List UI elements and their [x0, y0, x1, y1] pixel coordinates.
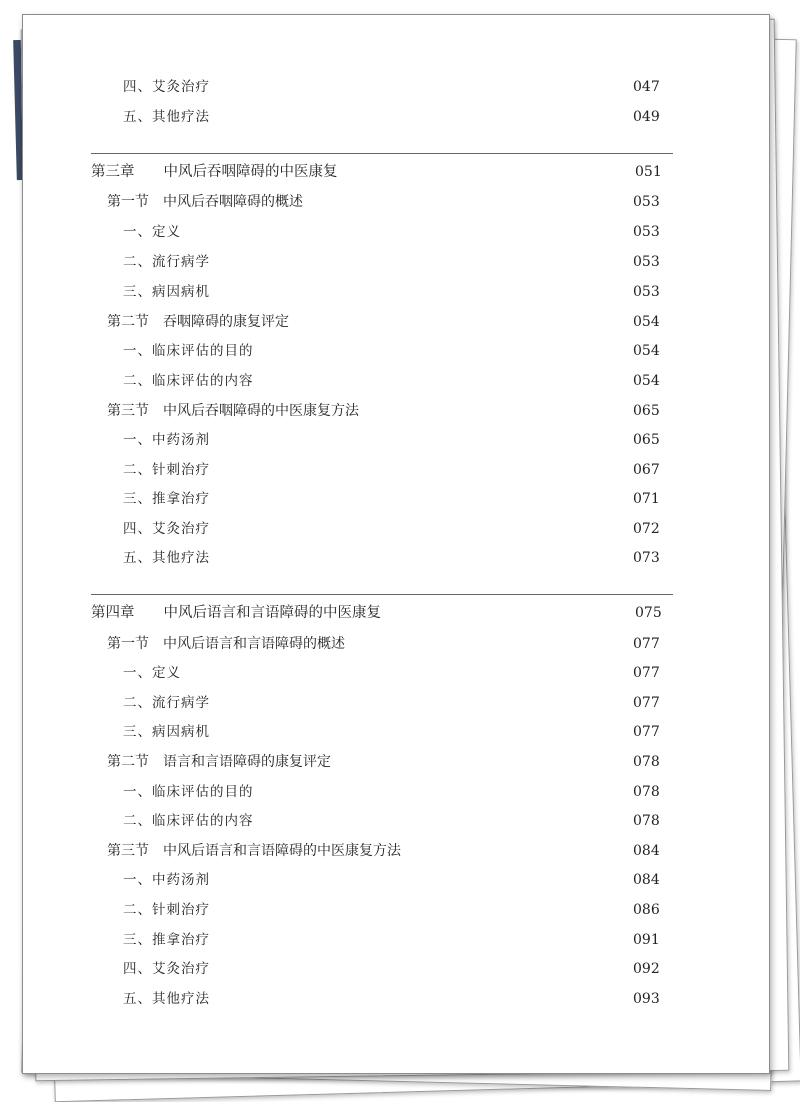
toc-chapter-label: 第三章 中风后吞咽障碍的中医康复: [91, 164, 338, 180]
toc-item[interactable]: [23, 691, 769, 715]
toc-page-number: 075: [635, 605, 662, 621]
toc-item-label: 一、定义: [123, 665, 181, 681]
toc-item[interactable]: [23, 250, 769, 274]
toc-section[interactable]: [23, 750, 769, 774]
toc-item-label: 三、病因病机: [123, 284, 210, 300]
toc-item-label: 二、流行病学: [123, 254, 210, 270]
toc-page-number: 071: [633, 491, 660, 507]
toc-item-label: 一、中药汤剂: [123, 432, 210, 448]
toc-page-number: 051: [635, 164, 662, 180]
toc-item[interactable]: [23, 339, 769, 363]
toc-item[interactable]: [23, 280, 769, 304]
toc-page-number: 077: [633, 665, 660, 681]
toc-page-number: 054: [633, 373, 660, 389]
toc-section-label: 第三节 中风后吞咽障碍的中医康复方法: [107, 403, 359, 419]
toc-section-label: 第一节 中风后语言和言语障碍的概述: [107, 636, 345, 652]
toc-item[interactable]: [23, 458, 769, 482]
toc-page-number: 047: [633, 79, 660, 95]
toc-page-number: 078: [633, 813, 660, 829]
toc-page-number: 054: [633, 314, 660, 330]
toc-item[interactable]: [23, 428, 769, 452]
toc-page-number: 093: [633, 991, 660, 1007]
toc-item[interactable]: [23, 105, 769, 129]
toc-section[interactable]: [23, 399, 769, 423]
toc-page-number: 054: [633, 343, 660, 359]
toc-item-label: 一、定义: [123, 224, 181, 240]
toc-item[interactable]: [23, 661, 769, 685]
toc-item[interactable]: [23, 928, 769, 952]
toc-page-number: 077: [633, 724, 660, 740]
toc-page-number: 049: [633, 109, 660, 125]
table-of-contents-page: [22, 14, 770, 1074]
toc-item-label: 五、其他疗法: [123, 550, 210, 566]
toc-item[interactable]: [23, 809, 769, 833]
toc-page-number: 078: [633, 754, 660, 770]
toc-item-label: 二、针刺治疗: [123, 462, 210, 478]
toc-item-label: 一、临床评估的目的: [123, 343, 254, 359]
toc-page-number: 084: [633, 872, 660, 888]
toc-item-label: 四、艾灸治疗: [123, 79, 210, 95]
toc-section[interactable]: [23, 839, 769, 863]
toc-page-number: 092: [633, 961, 660, 977]
chapter-divider: [91, 594, 673, 595]
toc-item[interactable]: [23, 517, 769, 541]
toc-item[interactable]: [23, 369, 769, 393]
toc-page-number: 091: [633, 932, 660, 948]
toc-item[interactable]: [23, 898, 769, 922]
toc-page-number: 053: [633, 284, 660, 300]
toc-item-label: 二、流行病学: [123, 695, 210, 711]
toc-page-number: 084: [633, 843, 660, 859]
toc-item-label: 五、其他疗法: [123, 109, 210, 125]
toc-section-label: 第二节 语言和言语障碍的康复评定: [107, 754, 331, 770]
toc-section[interactable]: [23, 310, 769, 334]
toc-item-label: 三、病因病机: [123, 724, 210, 740]
toc-item[interactable]: [23, 987, 769, 1011]
toc-item-label: 二、临床评估的内容: [123, 373, 254, 389]
toc-item-label: 二、针刺治疗: [123, 902, 210, 918]
toc-section-label: 第三节 中风后语言和言语障碍的中医康复方法: [107, 843, 401, 859]
toc-item[interactable]: [23, 75, 769, 99]
toc-page-number: 065: [633, 432, 660, 448]
toc-item-label: 四、艾灸治疗: [123, 961, 210, 977]
toc-section[interactable]: [23, 632, 769, 656]
toc-page-number: 067: [633, 462, 660, 478]
toc-chapter[interactable]: [23, 160, 769, 184]
toc-item-label: 五、其他疗法: [123, 991, 210, 1007]
toc-item[interactable]: [23, 868, 769, 892]
toc-page-number: 078: [633, 784, 660, 800]
toc-item-label: 四、艾灸治疗: [123, 521, 210, 537]
toc-page-number: 077: [633, 636, 660, 652]
toc-page-number: 053: [633, 194, 660, 210]
toc-page-number: 073: [633, 550, 660, 566]
toc-section-label: 第一节 中风后吞咽障碍的概述: [107, 194, 303, 210]
toc-item-label: 三、推拿治疗: [123, 491, 210, 507]
toc-page-number: 053: [633, 254, 660, 270]
toc-item[interactable]: [23, 720, 769, 744]
toc-item-label: 一、中药汤剂: [123, 872, 210, 888]
toc-page-number: 086: [633, 902, 660, 918]
toc-item[interactable]: [23, 487, 769, 511]
chapter-divider: [91, 153, 673, 154]
toc-item[interactable]: [23, 957, 769, 981]
toc-chapter-label: 第四章 中风后语言和言语障碍的中医康复: [91, 605, 381, 621]
toc-page-number: 072: [633, 521, 660, 537]
toc-item-label: 二、临床评估的内容: [123, 813, 254, 829]
toc-item[interactable]: [23, 780, 769, 804]
toc-section-label: 第二节 吞咽障碍的康复评定: [107, 314, 289, 330]
toc-page-number: 053: [633, 224, 660, 240]
toc-section[interactable]: [23, 190, 769, 214]
toc-item[interactable]: [23, 546, 769, 570]
toc-item[interactable]: [23, 220, 769, 244]
toc-page-number: 065: [633, 403, 660, 419]
toc-chapter[interactable]: [23, 601, 769, 625]
toc-page-number: 077: [633, 695, 660, 711]
toc-item-label: 三、推拿治疗: [123, 932, 210, 948]
toc-item-label: 一、临床评估的目的: [123, 784, 254, 800]
